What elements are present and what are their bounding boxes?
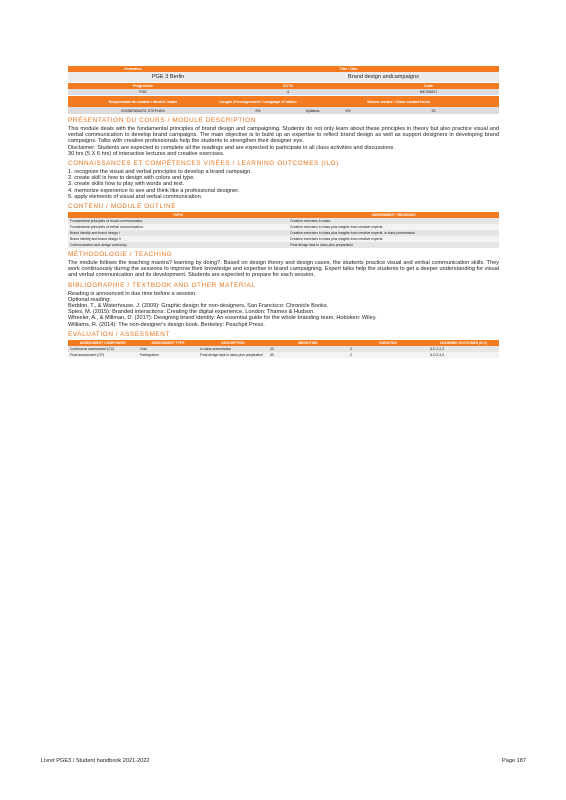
eval-cell: Oral: [138, 346, 198, 352]
bibliography-line: Spies, M. (2015): Branded interactions: Creating the digital experience, London: Thames & Hudson.: [68, 309, 315, 316]
header-row-leader-values: [68, 107, 499, 114]
ects-label: ECTS: [283, 84, 293, 88]
code-label: Code: [424, 84, 433, 88]
evaluation-table: [68, 340, 499, 358]
outline-topic-header: TOPIC: [68, 212, 288, 218]
table-row: [68, 242, 499, 248]
eval-cell: ILO 3,4,5: [428, 352, 499, 358]
outline-topic: Communication and design workshop.: [68, 242, 288, 248]
bibliography-line: Reading is announced in due time before a session.: [68, 290, 197, 297]
methodology-text: [68, 260, 499, 279]
outline-assessment: Final design task in class plus preparation: [288, 242, 499, 248]
outline-topic: Fundamental principles of verbal communication.: [68, 224, 288, 230]
bibliography-line: Wheeler, A., & Millman, D. (2017): Designing brand identity: An essential guide for the whole branding team. Hoboken: Wiley.: [68, 315, 377, 322]
eval-cell: 0: [348, 346, 428, 352]
learning-outcome-item: 1. recognize the visual and verbal principles to develop a brand campaign.: [68, 169, 252, 176]
outline-assessment-header: ASSESSMENT / READINGS: [288, 212, 499, 218]
outline-assessment: Creative exercises in class.: [288, 218, 499, 224]
learning-outcomes-list: [68, 169, 499, 200]
table-row: [68, 352, 499, 358]
syllabus-value: EN: [345, 108, 351, 113]
eval-cell: Continuous assessment (CC): [68, 346, 138, 352]
formation-value: PGE 3 Berlin: [151, 74, 185, 80]
outline-topic: Brand identity and brand design I: [68, 230, 288, 236]
bibliography-line: Williams, R. (2014): The non-designer's design book. Berkeley: Peachpit Press.: [68, 321, 265, 328]
learning-outcome-item: 3. create skills how to play with words and text.: [68, 181, 185, 188]
header-row-values: [68, 72, 499, 82]
page-footer: [41, 758, 526, 764]
learning-outcome-item: 2. create skill is how to design with colors and type.: [68, 175, 195, 182]
page-number: Page 187: [502, 758, 526, 764]
outline-assessment: Creative exercises in class plus insights from creative experts.: [288, 224, 499, 230]
syllabus-label: Syllabus:: [305, 108, 321, 113]
eval-cell: 2: [348, 352, 428, 358]
learning-outcome-item: 5. apply elements of visual and verbal communication.: [68, 193, 203, 200]
header-row-programme-values: [68, 89, 499, 95]
learning-outcome-item: 4. memorize experience to see and think like a professional designer.: [68, 187, 240, 194]
outline-assessment: Creative exercises in class plus insights from creative experts.: [288, 236, 499, 242]
eval-header-ilo: LEARNING OUTCOMES (ILO): [428, 340, 499, 346]
formation-label: Formation: [124, 67, 142, 71]
eval-header-type: ASSESSMENT TYPE: [138, 340, 198, 346]
presentation-heading: PRÉSENTATION DU COURS / MODULE DESCRIPTION: [68, 117, 256, 124]
contact-hours-value: 30: [431, 108, 436, 113]
outline-topic: Fundamental principles of visual communication.: [68, 218, 288, 224]
module-leader-value: IDINNENBURG STEPHAN: [121, 108, 165, 113]
ects-value: 4: [287, 90, 289, 94]
module-outline-table: [68, 212, 499, 248]
title-value: Brand design andcampaigns: [348, 74, 419, 80]
bibliography-heading: BIBLIOGRAPHIE / TEXTBOOK AND OTHER MATERIAL: [68, 281, 256, 289]
presentation-line: 30 hrs (5 X 6 hrs) of interactive lectures and creative exercises.: [68, 150, 225, 157]
module-sheet: [68, 66, 499, 358]
programme-label: Programme: [133, 84, 153, 88]
evaluation-heading: EVALUATION / ASSESSMENT: [68, 330, 170, 338]
programme-value: PGE: [139, 90, 147, 94]
language-value: EN: [255, 108, 261, 113]
eval-cell: In-class presentation: [198, 346, 268, 352]
methodology-line: The module follows the teaching mantra? learning by doing?. Based on design theory and design cases, the students practice visual and verbal communication skills. They work continuously during the sessions to improve their knowledge and expertise in brand campaigning. Expert talks help the students to get a deeper understanding for visual and verbal communication and its development. Students are expected to prepare for each session.: [68, 260, 499, 279]
footer-handbook-label: Livret PGE3 / Student handbook 2021-2022: [41, 758, 150, 764]
eval-header-description: DESCRIPTION: [198, 340, 268, 346]
eval-cell: Final assessment (CF): [68, 352, 138, 358]
module-outline-heading: CONTENU / MODULE OUTLINE: [68, 203, 177, 211]
eval-header-component: ASSESSMENT COMPONENT: [68, 340, 138, 346]
eval-cell: ILO 1,2,3: [428, 346, 499, 352]
bibliography-line: Beddon, T., & Waterhouse, J. (2009): Graphic design for non-designers, San Francisco: Chronicle Books.: [68, 303, 329, 310]
presentation-text: [68, 126, 499, 157]
bibliography-line: Optional reading:: [68, 296, 111, 303]
bibliography-list: [68, 291, 499, 328]
outline-topic: Brand identity and brand design II: [68, 236, 288, 242]
eval-header-duration: DURATION: [348, 340, 428, 346]
eval-header-weighting: WEIGHTING: [268, 340, 348, 346]
learning-outcomes-heading: CONNAISSANCES ET COMPÉTENCES VISÉES / LEARNING OUTCOMES (ILO): [68, 160, 339, 168]
code-value: MKT06817: [419, 90, 438, 94]
header-row-leader-labels: [68, 96, 499, 107]
methodology-heading: MÉTHODOLOGIE / TEACHING: [68, 251, 173, 259]
eval-cell: 40: [268, 346, 348, 352]
presentation-line: Disclaimer: Students are expected to complete all the readings and are expected to participate in all class activities and discussions.: [68, 144, 395, 151]
language-label: Langue d'enseignement / Language of tuition: [219, 99, 297, 104]
presentation-line: This module deals with the fundamental principles of brand design and campaigning. Students do not only learn about these principles in theory but also practice visual and verbal communication to develop brand campaigns. The main objective is to build up an expertise to reflect brand design as well as support designers in developing brand campaigns. Talks with creative professionals help the students to strengthen their designer eye.: [68, 126, 499, 145]
eval-cell: Participation: [138, 352, 198, 358]
module-leader-label: Responsable du module / Module leader: [108, 99, 178, 104]
eval-cell: Final design task in class plus preparation: [198, 352, 268, 358]
title-label: Title / Title: [339, 67, 358, 71]
outline-assessment: Creative exercises in class plus insights from creative experts, in class presentation: [288, 230, 499, 236]
contact-hours-label: Volume horaire / Class contact hours: [366, 99, 431, 104]
eval-cell: 60: [268, 352, 348, 358]
